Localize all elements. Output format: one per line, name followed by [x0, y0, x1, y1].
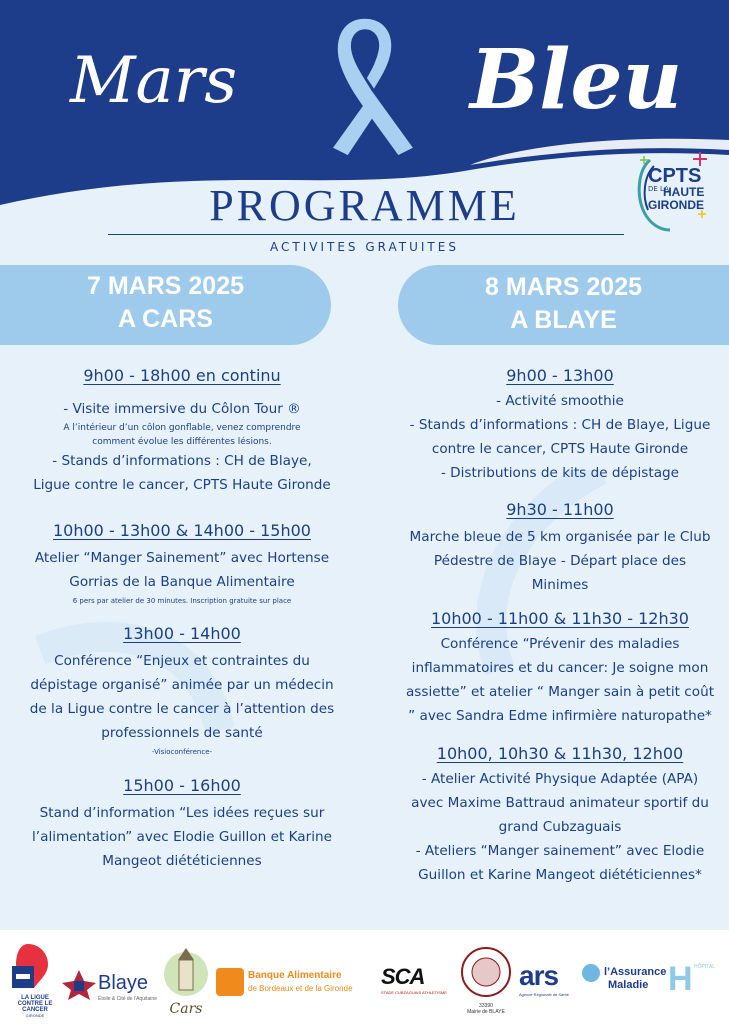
- program-line: Guillon et Karine Mangeot diététiciennes*: [418, 867, 702, 883]
- cars-church-icon: [162, 944, 210, 1000]
- ligue-logo-sub: GIRONDE: [25, 1013, 45, 1018]
- program-line: - Visite immersive du Côlon Tour ®: [63, 401, 301, 417]
- club-seal-icon: [460, 946, 512, 998]
- partner-logos-footer: [0, 930, 729, 1030]
- blaye-logo-sub: Étoile & Cité de l’Aquitaine: [98, 996, 157, 1002]
- program-line: professionnels de santé: [101, 725, 263, 741]
- right-block-4: [395, 744, 725, 887]
- program-line: Gorrias de la Banque Alimentaire: [69, 574, 295, 590]
- left-block-2: [8, 521, 356, 608]
- ars-logo: [519, 960, 579, 997]
- time-heading: 10h00 - 13h00 & 14h00 - 15h00: [53, 521, 311, 540]
- left-block-3: [8, 624, 356, 759]
- program-line: Marche bleue de 5 km organisée par le Club: [409, 529, 711, 545]
- hopital-logo-text: HÔPITAL: [694, 964, 716, 970]
- day-left-date: 7 MARS 2025: [86, 272, 245, 300]
- club-pedestre-blaye-logo: [460, 946, 512, 1015]
- blaye-logo-text: Blaye: [98, 972, 149, 994]
- day-pill-right: [398, 265, 729, 345]
- program-line: grand Cubzaguais: [498, 819, 622, 835]
- program-line: - Stands d’informations : CH de Blaye, Ligue: [409, 417, 711, 433]
- program-line: - Activité smoothie: [496, 393, 624, 409]
- program-line: de la Ligue contre le cancer à l’attention des: [29, 701, 335, 717]
- program-note: A l’intérieur d’un côlon gonflable, venez comprendre: [63, 423, 301, 433]
- ligue-logo-text: LA LIGUE CONTRE LE CANCER: [17, 995, 53, 1013]
- hopital-h-icon: H: [668, 960, 693, 998]
- right-block-3: [395, 609, 725, 728]
- ligue-cross-icon: [10, 944, 58, 990]
- assurance-text-1: l’Assurance: [604, 966, 667, 978]
- program-line: Mangeot diététiciennes: [102, 853, 262, 869]
- day-pill-left: [0, 265, 331, 345]
- program-line: - Atelier Activité Physique Adaptée (APA): [421, 771, 699, 787]
- left-block-4: [8, 776, 356, 873]
- heading-divider: [108, 234, 624, 235]
- program-line: inflammatoires et du cancer: Je soigne mon: [411, 660, 709, 676]
- program-line: - Distributions de kits de dépistage: [440, 465, 680, 481]
- right-block-1: [395, 366, 725, 485]
- program-line: Pédestre de Blaye - Départ place des: [433, 553, 687, 569]
- club-code: 33390: [479, 1003, 493, 1009]
- time-heading: 9h00 - 18h00 en continu: [83, 366, 281, 385]
- time-heading: 9h30 - 11h00: [506, 500, 614, 519]
- club-mairie: Mairie de BLAYE: [467, 1009, 505, 1015]
- programme-heading: PROGRAMME: [209, 181, 520, 230]
- day-right-date: 8 MARS 2025: [484, 273, 643, 301]
- sca-logo: [381, 964, 459, 995]
- sca-logo-sub: STADE CUBZAGUAIS ATHLETISME: [381, 990, 447, 995]
- cpts-logo-small: DE LA: [648, 185, 669, 193]
- banque-title: Banque Alimentaire: [248, 970, 342, 981]
- time-heading: 13h00 - 14h00: [123, 624, 241, 643]
- program-line: ” avec Sandra Edme infirmière naturopathe*: [408, 708, 712, 724]
- time-heading: 15h00 - 16h00: [123, 776, 241, 795]
- ligue-contre-le-cancer-logo: [10, 944, 60, 1018]
- program-line: contre le cancer, CPTS Haute Gironde: [431, 441, 689, 457]
- program-line: Conférence “Prévenir des maladies: [440, 636, 680, 652]
- assurance-maladie-icon: [582, 964, 600, 982]
- program-line: avec Maxime Battraud animateur sportif du: [411, 795, 709, 811]
- cpts-logo-gironde: GIRONDE: [648, 198, 705, 212]
- title-bleu: Bleu: [470, 32, 683, 128]
- program-note: comment évolue les différentes lésions.: [92, 437, 272, 447]
- program-line: Ligue contre le cancer, CPTS Haute Gironde: [33, 477, 331, 493]
- title-mars: Mars: [70, 44, 238, 118]
- cpts-logo-title: CPTS: [648, 165, 702, 187]
- left-block-1: [8, 366, 356, 497]
- program-line: Atelier “Manger Sainement” avec Hortense: [34, 550, 330, 566]
- cpts-logo-haute: HAUTE: [663, 185, 705, 199]
- day-right-place: A BLAYE: [510, 306, 617, 334]
- assurance-text-2: Maladie: [608, 979, 649, 991]
- awareness-ribbon-icon: [310, 8, 420, 156]
- program-note: -Visioconférence-: [151, 748, 213, 756]
- time-heading: 10h00 - 11h00 & 11h30 - 12h30: [431, 609, 689, 628]
- program-line: dépistage organisé” animée par un médecin: [30, 677, 334, 693]
- banque-alimentaire-icon: [216, 968, 244, 996]
- time-heading: 9h00 - 13h00: [506, 366, 614, 385]
- sca-logo-text: SCA: [381, 964, 425, 989]
- program-line: Minimes: [531, 577, 589, 593]
- ars-logo-sub: Agence Régionale de Santé: [519, 992, 569, 997]
- cars-logo-text: Cars: [169, 1001, 203, 1017]
- banque-sub: de Bordeaux et de la Gironde: [248, 984, 353, 993]
- cars-logo: [162, 944, 210, 1017]
- program-line: Conférence “Enjeux et contraintes du: [54, 653, 310, 669]
- program-line: Stand d’information “Les idées reçues sur: [39, 805, 325, 821]
- free-activities-subtitle: ACTIVITES GRATUITES: [270, 240, 459, 254]
- day-left-place: A CARS: [118, 305, 213, 333]
- blaye-star-icon: [62, 970, 96, 1000]
- time-heading: 10h00, 10h30 & 11h30, 12h00: [436, 744, 684, 763]
- program-line: - Stands d’informations : CH de Blaye,: [52, 453, 312, 469]
- ars-logo-text: ars: [519, 960, 559, 991]
- program-note: 6 pers par atelier de 30 minutes. Inscription gratuite sur place: [72, 597, 292, 605]
- program-line: l’alimentation” avec Elodie Guillon et Karine: [32, 829, 332, 845]
- right-block-2: [395, 500, 725, 597]
- program-line: assiette” et atelier “ Manger sain à petit coût: [405, 684, 715, 700]
- program-line: - Ateliers “Manger sainement” avec Elodie: [415, 843, 705, 859]
